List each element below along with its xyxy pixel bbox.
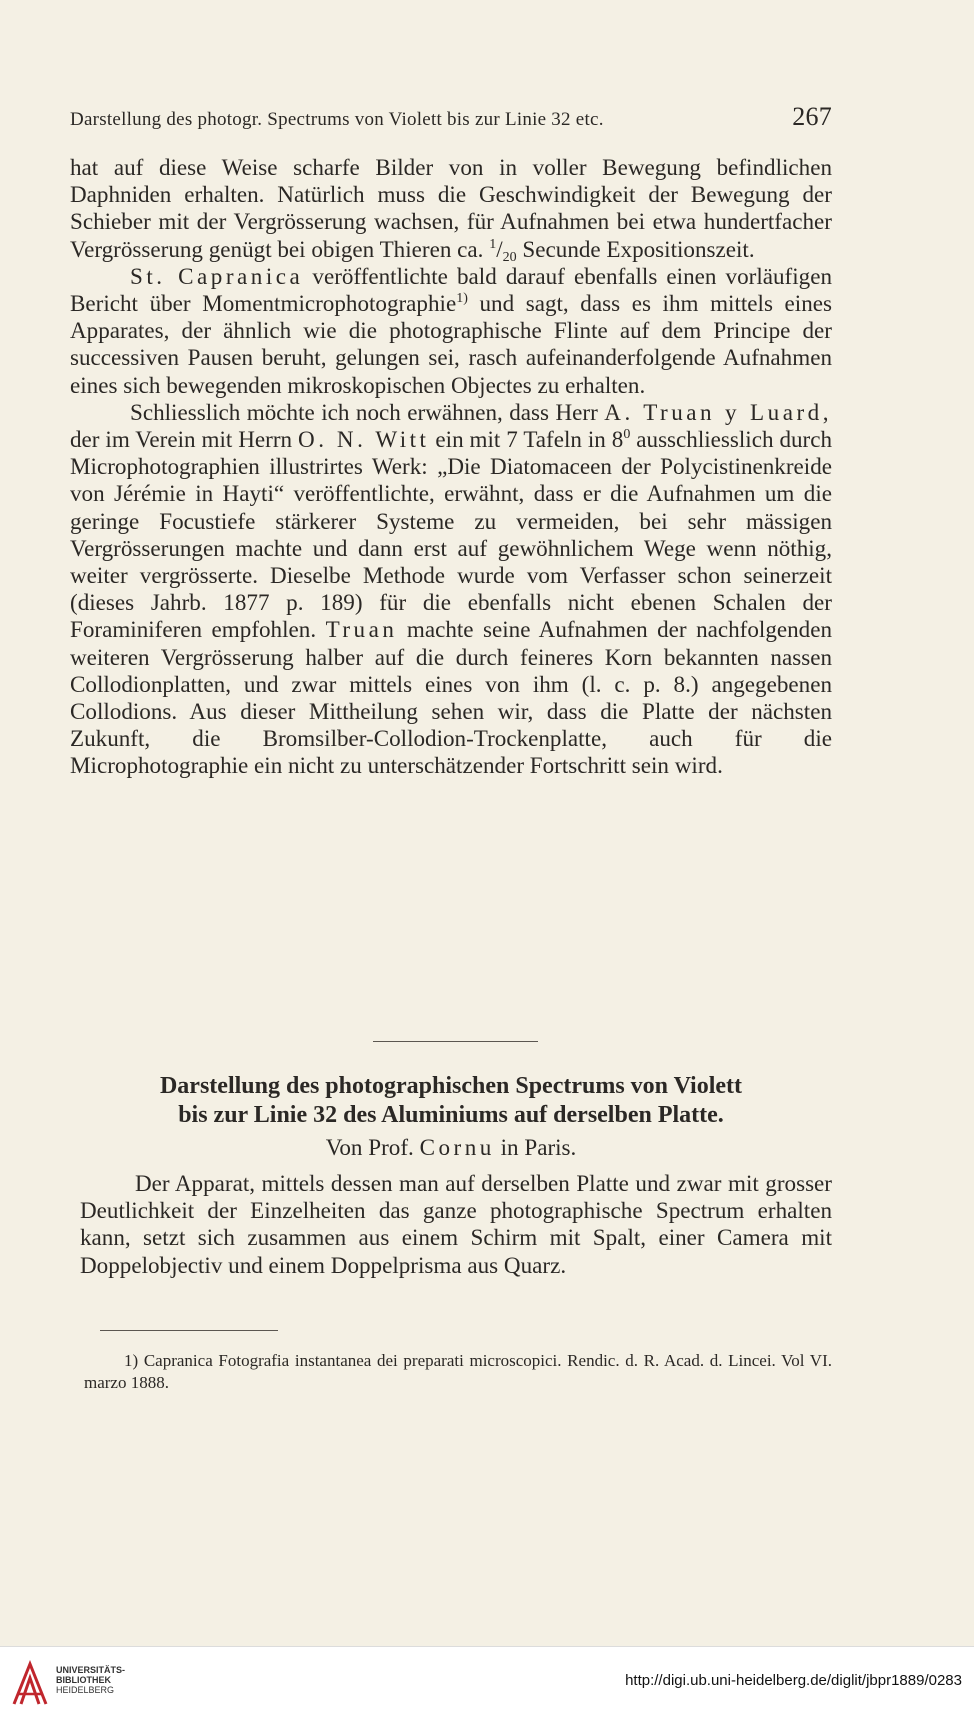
library-footer	[0, 1646, 974, 1718]
paragraph-text: Schliesslich möchte ich noch erwähnen, dass Herr	[130, 398, 598, 425]
paragraph-text: veröffentlichte bald darauf ebenfalls einen vorläufigen Bericht über Momentmicrophotographie	[70, 262, 833, 317]
author-suffix: in Paris.	[500, 1134, 577, 1160]
section-intro	[80, 1170, 832, 1279]
author-name-witt: O. N. Witt	[298, 426, 430, 453]
permalink-url[interactable]: http://digi.ub.uni-heidelberg.de/diglit/jbpr1889/0283	[625, 1672, 962, 1689]
octavo-degree: 0	[623, 427, 631, 443]
paragraph-apparatus: Der Apparat, mittels dessen man auf derselben Platte und zwar mit grosser Deutlichkeit der Einzelheiten das ganze photographische Spectrum erhalten kann, setzt sich zusammen aus einem Schirm mit Spalt, einer Camera mit Doppelobjectiv und einem Doppelprisma aus Quarz.	[80, 1170, 832, 1278]
paragraph-daphniden: hat auf diese Weise scharfe Bilder von in voller Bewegung befindlichen Daphniden erhalten. Natürlich muss die Geschwindigkeit der Bewegung der Schieber mit der Vergrösserung wachsen, für Aufnahmen bei etwa hundertfacher Vergrösserung genügt bei obigen Thieren ca. $^1/_{20}$ Secunde Expositionszeit.	[70, 154, 832, 265]
footnote-divider	[100, 1330, 278, 1331]
author-name-capranica: St. Capranica	[130, 262, 304, 289]
footnote	[84, 1350, 832, 1394]
author-name-cornu: Cornu	[419, 1134, 495, 1160]
library-name: UNIVERSITÄTS- BIBLIOTHEK HEIDELBERG	[56, 1665, 126, 1695]
footnote-reference: 1)	[456, 291, 468, 307]
paragraph-text: hat auf diese Weise scharfe Bilder von in voller Bewegung befindlichen Daphniden erhalten. Natürlich muss die Geschwindigkeit der Bewegung der Schieber mit der Vergrösserung wachsen, für Aufnahmen bei etwa hundertfacher Vergrösserung genügt bei obigen Thieren ca.	[70, 154, 832, 262]
author-prefix: Von Prof.	[325, 1134, 414, 1160]
paragraph-text: und sagt, dass es ihm mittels eines Apparates, der ähnlich wie die photographische Flinte auf dem Principe der successiven Pausen beruht, gelungen sei, rasch aufeinanderfolgende Aufnahmen eines sich bewegenden mikroskopischen Objectes zu erhalten.	[70, 290, 832, 398]
paragraph-text: Secunde Expositionszeit.	[522, 235, 755, 262]
section-divider	[373, 1041, 538, 1042]
running-header	[70, 102, 832, 132]
paragraph-text: der im Verein mit Herrn	[70, 426, 293, 453]
author-name-truan: A. Truan y Luard,	[604, 398, 832, 425]
main-text	[70, 154, 832, 780]
paragraph-truan	[70, 399, 832, 780]
paragraph-text: machte seine Aufnahmen der nachfolgenden weiteren Vergrösserung halber auf die durch feineres Korn bekannten nassen Collodionplatten, und zwar mittels eines von ihm (l. c. p. 8.) angegebenen Collodions. Aus dieser Mittheilung sehen wir, dass die Platte der nächsten Zukunft, die Bromsilber-Collodion-Trockenplatte, auch für die Microphotographie ein nicht zu unterschätzender Fortschritt sein wird.	[70, 616, 833, 779]
fraction-denominator: 20	[502, 249, 517, 265]
footnote-marker: 1)	[124, 1351, 139, 1370]
paragraph-text: ausschliesslich durch Microphotographien illustrirtes Werk: „Die Diatomaceen der Polycistinenkreide von Jérémie in Hayti“ veröffentlichte, erwähnt, dass er die Aufnahmen um die geringe Focustiefe stärkerer Systeme zu vermeiden, bei sehr mässigen Vergrösserungen machte und dann erst auf gewöhnlichem Wege wenn nöthig, weiter vergrösserte. Dieselbe Methode wurde vom Verfasser schon seinerzeit (dieses Jahrb. 1877 p. 189) für die ebenfalls nicht ebenen Schalen der Foraminiferen empfohlen.	[70, 426, 833, 643]
fraction-numerator: 1	[489, 236, 497, 252]
footnote-text: Capranica Fotografia instantanea dei preparati microscopici. Rendic. d. R. Acad. d. Lincei. Vol VI. marzo 1888.	[84, 1351, 832, 1392]
section-title	[70, 1072, 832, 1130]
section-title-line-1: Darstellung des photographischen Spectrums von Violett	[159, 1073, 743, 1099]
running-title: Darstellung des photogr. Spectrums von Violett bis zur Linie 32 etc.	[70, 109, 604, 130]
section-author	[70, 1134, 832, 1161]
paragraph-capranica	[70, 263, 832, 399]
university-library-logo-icon	[10, 1660, 50, 1708]
author-name-truan-2: Truan	[325, 616, 398, 643]
page-number: 267	[792, 102, 832, 131]
section-title-line-2: bis zur Linie 32 des Aluminiums auf derselben Platte.	[178, 1102, 724, 1128]
paragraph-text: ein mit 7 Tafeln in 8	[435, 426, 624, 453]
